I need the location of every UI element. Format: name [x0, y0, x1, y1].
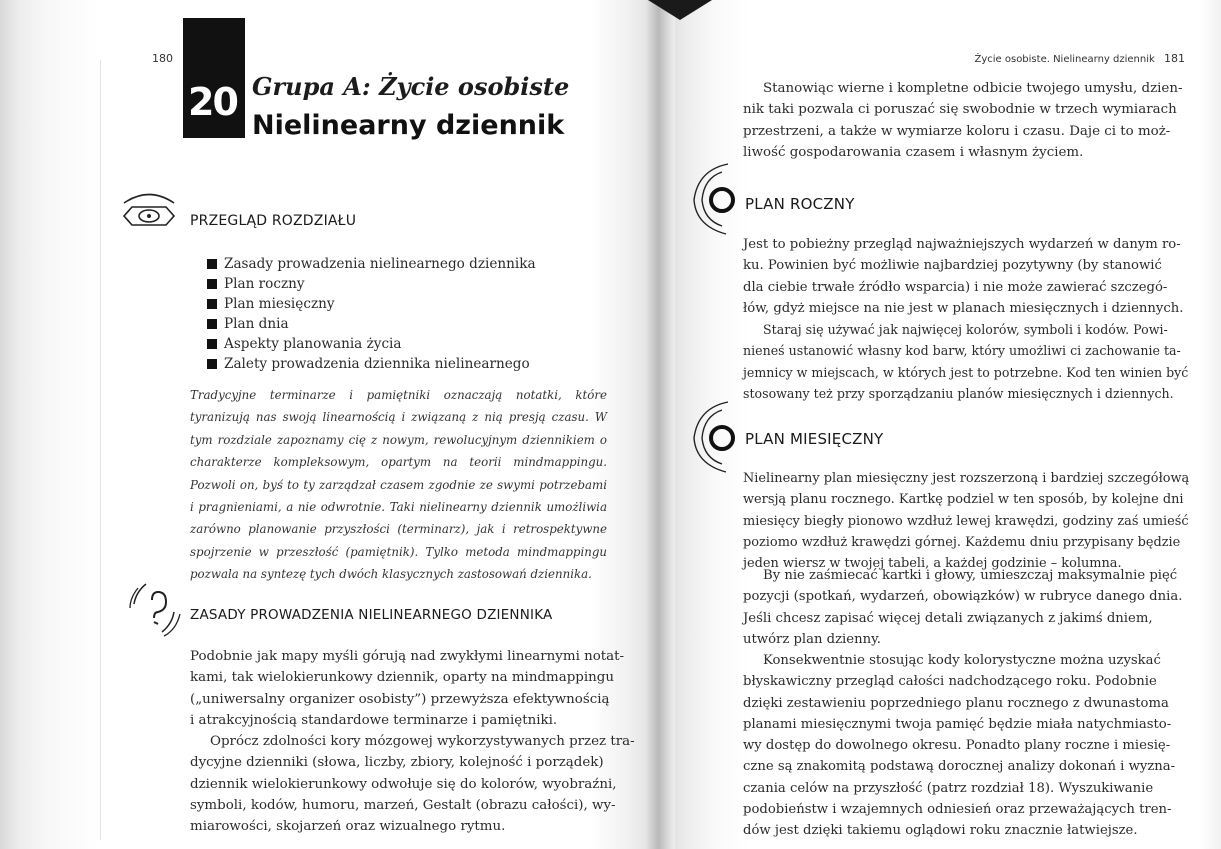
target-icon — [688, 160, 740, 238]
annual-plan-heading: PLAN ROCZNY — [745, 195, 855, 213]
text-line: planami miesięcznymi twoja pamięć będzie miała natychmiasto- — [743, 716, 1172, 732]
page-edge-line — [100, 60, 101, 840]
text-line: ku. Powinien być możliwie najbardziej pozytywny (by stanowić — [743, 258, 1162, 274]
rules-paragraph-2 — [190, 731, 635, 837]
text-line: stosowany też przy sporządzaniu planów miesięcznych i dziennych. — [743, 385, 1174, 401]
annual-paragraph-1 — [743, 234, 1184, 319]
list-item: Zalety prowadzenia dziennika nielinearnego — [207, 354, 536, 374]
text-line: dów jest dzięki takiemu oglądowi roku znacznie łatwiejsze. — [743, 823, 1138, 839]
text-line: kami, tak wielokierunkowy dziennik, oparty na mindmappingu — [190, 670, 614, 686]
list-item: Aspekty planowania życia — [207, 334, 536, 354]
text-line: Podobnie jak mapy myśli górują nad zwykłymi linearnymi notat- — [190, 649, 625, 664]
running-head-text: Życie osobiste. Nielinearny dziennik — [974, 54, 1155, 65]
text-line: Nielinearny plan miesięczny jest rozszerzoną i bardziej szczegółową — [743, 471, 1190, 486]
text-line: Jest to pobieżny przegląd najważniejszych wydarzeń w danym ro- — [743, 237, 1181, 252]
list-item: Plan roczny — [207, 274, 536, 294]
list-item: Plan dnia — [207, 314, 536, 334]
page-number-right: 181 — [1164, 52, 1185, 65]
text-line: („uniwersalny organizer osobisty”) przewyższa efektywnością — [190, 691, 610, 707]
text-line: Staraj się używać jak najwięcej kolorów, symboli i kodów. Powi- — [763, 322, 1168, 337]
brain-spiral-icon — [124, 578, 186, 640]
text-line: miesięcy biegły pionowo wzdłuż lewej krawędzi, godziny zaś umieść — [743, 513, 1189, 529]
text-line: błyskawiczny przegląd całości nadchodzącego roku. Podobnie — [743, 674, 1157, 690]
page-number-left: 180 — [152, 52, 173, 65]
list-item: Plan miesięczny — [207, 294, 536, 314]
eye-icon — [118, 188, 180, 230]
overview-list — [207, 254, 536, 374]
text-line: symboli, kodów, humoru, marzeń, Gestalt (obrazu całości), wy- — [190, 797, 616, 813]
intro-paragraph — [743, 78, 1183, 163]
text-line: Stanowiąc wierne i kompletne odbicie twojego umysłu, dzien- — [763, 81, 1183, 96]
chapter-number: 20 — [188, 80, 237, 124]
text-line: dycyjne dzienniki (słowa, liczby, zbiory, kolejność i porządek) — [190, 755, 604, 771]
target-icon — [688, 398, 740, 476]
text-line: wersją planu rocznego. Kartkę podziel w ten sposób, by kolejne dni — [743, 492, 1184, 508]
rules-paragraph-1 — [190, 646, 625, 731]
text-line: poziomo wzdłuż krawędzi górnej. Każdemu dniu przypisany będzie — [743, 534, 1181, 550]
text-line: wy dostęp do dowolnego okresu. Ponadto plany roczne i miesię- — [743, 738, 1171, 754]
text-line: przestrzeni, a także w wymiarze koloru i czasu. Daje ci to moż- — [743, 123, 1171, 139]
text-line: dziennik wielokierunkowy odwołuje się do kolorów, wyobraźni, — [190, 776, 617, 792]
monthly-plan-heading: PLAN MIESIĘCZNY — [745, 430, 884, 448]
text-line: i atrakcyjnością standardowe terminarze i pamiętniki. — [190, 712, 558, 728]
text-line: dla ciebie trwałe źródło wsparcia) i nie może zawierać szczegó- — [743, 279, 1168, 295]
monthly-paragraph-1 — [743, 468, 1190, 574]
monthly-paragraph-2 — [743, 565, 1183, 650]
text-line: utwórz plan dzienny. — [743, 631, 881, 647]
text-line: dzięki zestawieniu poprzedniego planu rocznego z dwunastoma — [743, 695, 1169, 711]
text-line: miarowości, skojarzeń oraz wizualnego rytmu. — [190, 819, 506, 835]
chapter-intro: Tradycyjne terminarze i pamiętniki oznaczają notatki, które tyranizują nas swoją linearnością i związaną z nią presją czasu. W tym rozdziale zapoznamy cię z nowym, rewolucyjnym dziennikiem o charakterze kompleksowym, opartym na teorii mindmappingu. Pozwoli on, byś to ty zarządzał czasem zgodnie ze swymi potrzebami i pragnieniami, a nie odwrotnie. Taki nielinearny dziennik umożliwia zarówno planowanie przyszłości (terminarz), jak i retrospektywne spojrzenie w przeszłość (pamiętnik). Tylko metoda mindmappingu pozwala na syntezę tych dwóch klasycznych zastosowań dziennika. — [190, 388, 607, 582]
text-line: Konsekwentnie stosując kody kolorystyczne można uzyskać — [763, 653, 1161, 668]
text-line: nieneś ustanowić własny kod barw, który umożliwi ci zachowanie ta- — [743, 343, 1181, 359]
gutter-shadow-notch — [648, 0, 712, 20]
monthly-paragraph-3 — [743, 650, 1176, 842]
chapter-title: Nielinearny dziennik — [252, 110, 565, 141]
chapter-group-title: Grupa A: Życie osobiste — [252, 72, 570, 101]
text-line: By nie zaśmiecać kartki i głowy, umieszczaj maksymalnie pięć — [763, 568, 1178, 583]
running-head — [974, 52, 1185, 65]
list-item: Zasady prowadzenia nielinearnego dziennika — [207, 254, 536, 274]
text-line: jeden wiersz w twojej tabeli, a każdej godzinie – kolumna. — [743, 556, 1122, 572]
text-line: czne są znakomitą podstawą dorocznej analizy dokonań i wyzna- — [743, 759, 1176, 775]
text-line: Oprócz zdolności kory mózgowej wykorzystywanych przez tra- — [210, 734, 635, 749]
book-gutter — [645, 0, 675, 849]
text-line: łów, gdyż miejsce na nie jest w planach miesięcznych i dziennych. — [743, 300, 1184, 316]
rules-heading: ZASADY PROWADZENIA NIELINEARNEGO DZIENNIKA — [190, 607, 553, 623]
text-line: jemnicy w miejscach, w których jest to potrzebne. Kod ten winien być — [743, 364, 1189, 380]
text-line: nik taki pozwala ci poruszać się swobodnie w trzech wymiarach — [743, 102, 1177, 118]
text-line: pozycji (spotkań, wydarzeń, obowiązków) w rubryce danego dnia. — [743, 589, 1183, 605]
text-line: czania celów na przyszłość (patrz rozdział 18). Wyszukiwanie — [743, 780, 1154, 796]
overview-heading: PRZEGLĄD ROZDZIAŁU — [190, 213, 357, 229]
annual-paragraph-2 — [743, 319, 1189, 404]
text-line: Jeśli chcesz zapisać więcej detali związanych z jakimś dniem, — [743, 610, 1153, 626]
text-line: podobieństw i wzajemnych odniesień oraz przeważających tren- — [743, 802, 1172, 818]
text-line: liwość gospodarowania czasem i własnym życiem. — [743, 144, 1084, 160]
